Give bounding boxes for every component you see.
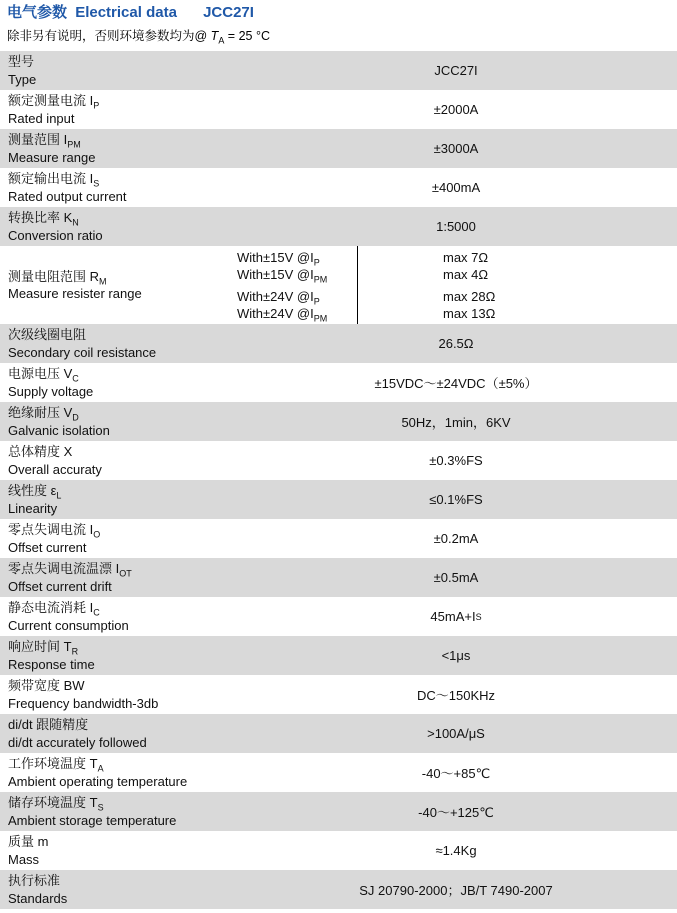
label-symbol-subscript: M xyxy=(99,276,107,287)
row-label-en: Secondary coil resistance xyxy=(8,344,157,360)
row-label xyxy=(0,831,235,870)
label-symbol-subscript: S xyxy=(97,802,104,813)
row-label xyxy=(0,792,235,831)
row-label-en: Offset current drift xyxy=(8,578,112,594)
table-row xyxy=(0,558,677,597)
table-row xyxy=(0,324,677,363)
row-label-zh: 测量电阻范围 $R_M$ xyxy=(8,268,107,287)
row-label xyxy=(0,90,235,129)
row-label-en: Response time xyxy=(8,656,95,672)
row-value: 26.5Ω xyxy=(438,336,474,351)
row-label-en: Linearity xyxy=(8,500,58,516)
row-value: ±2000A xyxy=(433,102,479,117)
row-label-zh: 零点失调电流温漂 $I_{OT}$ xyxy=(8,561,132,579)
row-label xyxy=(0,51,235,90)
row-value: DC～150KHz xyxy=(416,688,496,703)
row-label-en: di/dt accurately followed xyxy=(8,734,147,750)
row-value: -40～+125℃ xyxy=(418,805,494,820)
table-row xyxy=(0,168,677,207)
condition-label: With±15V $@I_{PM}$ xyxy=(237,266,328,285)
table-row xyxy=(0,480,677,519)
row-label-zh: 静态电流消耗 $I_C$ xyxy=(8,600,100,618)
conditions-note-value: = 25 °C xyxy=(224,29,270,43)
condition-value: max 13Ω xyxy=(443,305,496,321)
row-label-zh: 响应时间 $T_R$ xyxy=(8,639,79,657)
label-symbol-subscript: OT xyxy=(119,568,132,579)
row-label xyxy=(0,402,235,441)
row-label-zh: di/dt 跟随精度 xyxy=(8,717,89,732)
label-symbol-subscript: O xyxy=(93,529,101,540)
row-label xyxy=(0,753,235,792)
label-symbol-subscript: A xyxy=(97,763,104,774)
condition-subscript: P xyxy=(313,257,320,268)
row-label-en: Conversion ratio xyxy=(8,227,103,243)
row-value: ±3000A xyxy=(433,141,479,156)
row-label xyxy=(0,324,235,363)
table-row xyxy=(0,714,677,753)
row-label-zh: 额定测量电流 $I_P$ xyxy=(8,93,100,111)
table-row xyxy=(0,246,677,324)
table-row xyxy=(0,207,677,246)
temperature-symbol: T xyxy=(210,29,219,43)
row-value: <1μs xyxy=(441,648,471,663)
row-label-en: Rated output current xyxy=(8,188,127,204)
row-label xyxy=(0,363,235,402)
table-row xyxy=(0,675,677,714)
row-label-en: Measure range xyxy=(8,149,96,165)
row-label-en: Frequency bandwidth-3db xyxy=(8,695,159,711)
spec-table xyxy=(0,51,677,909)
table-row xyxy=(0,51,677,90)
row-label xyxy=(0,129,235,168)
row-label xyxy=(0,168,235,207)
row-label xyxy=(0,597,235,636)
row-label-en: Current consumption xyxy=(8,617,129,633)
row-label-zh: 执行标准 xyxy=(8,873,61,888)
row-label xyxy=(0,870,235,909)
row-label-en: Type xyxy=(8,71,37,87)
row-value: ±15VDC～±24VDC（±5%） xyxy=(374,376,538,391)
row-value: 50Hz，1min，6KV xyxy=(401,415,511,430)
row-label-en: Overall accuraty xyxy=(8,461,102,477)
title-model-number: JCC27I xyxy=(203,4,254,21)
row-label-en: Supply voltage xyxy=(8,383,94,399)
label-symbol-subscript: R xyxy=(71,646,79,657)
row-label-zh: 零点失调电流 $I_O$ xyxy=(8,522,101,540)
row-label-zh: 工作环境温度 $T_A$ xyxy=(8,756,104,774)
conditions-note-text: 除非另有说明，否则环境参数均为@ xyxy=(7,29,211,43)
label-symbol-subscript: PM xyxy=(67,139,81,150)
row-label-en: Mass xyxy=(8,851,40,867)
row-value: 1:5000 xyxy=(436,219,476,234)
label-symbol-subscript: P xyxy=(93,100,100,111)
row-label-zh: 质量 m xyxy=(8,834,49,849)
row-value: ±0.5mA xyxy=(433,570,479,585)
table-row xyxy=(0,402,677,441)
row-label xyxy=(0,714,235,753)
row-value: >100A/μS xyxy=(427,726,485,741)
row-label xyxy=(0,207,235,246)
temperature-symbol-subscript: A xyxy=(218,35,225,46)
row-value: ≈1.4Kg xyxy=(435,843,477,858)
row-label-zh: 次级线圈电阻 xyxy=(8,327,87,342)
table-row xyxy=(0,597,677,636)
row-label xyxy=(0,675,235,714)
label-symbol-subscript: S xyxy=(93,178,100,189)
row-value: JCC27I xyxy=(434,63,478,78)
row-label-en: Offset current xyxy=(8,539,87,555)
title-english: Electrical data xyxy=(75,4,177,21)
row-condition-values xyxy=(358,246,677,324)
table-row xyxy=(0,792,677,831)
label-symbol-subscript: D xyxy=(72,412,79,423)
table-row xyxy=(0,129,677,168)
conditions-note xyxy=(0,28,677,44)
condition-subscript: PM xyxy=(313,274,328,285)
condition-label: With±24V $@I_{PM}$ xyxy=(237,305,328,324)
row-label-zh: 测量范围 $I_{PM}$ xyxy=(8,132,81,150)
table-row xyxy=(0,441,677,480)
row-label xyxy=(0,441,235,480)
row-label-zh: 绝缘耐压 $V_D$ xyxy=(8,405,79,423)
row-label xyxy=(0,246,235,324)
label-symbol-subscript: L xyxy=(56,490,62,501)
row-value: 45mA+I S xyxy=(430,609,482,624)
condition-label: With±15V $@I_P$ xyxy=(237,249,320,268)
table-row xyxy=(0,636,677,675)
row-label-en: Galvanic isolation xyxy=(8,422,110,438)
row-value: -40～+85℃ xyxy=(421,766,491,781)
row-label-zh: 总体精度 X xyxy=(8,444,73,459)
row-value: ±400mA xyxy=(431,180,481,195)
row-label-zh: 转换比率 $K_N$ xyxy=(8,210,79,228)
page-title xyxy=(0,3,677,23)
row-value: SJ 20790-2000；JB/T 7490-2007 xyxy=(359,883,553,898)
row-value: ±0.2mA xyxy=(433,531,479,546)
row-label-en: Measure resister range xyxy=(8,286,142,301)
condition-subscript: P xyxy=(313,296,320,307)
label-symbol-subscript: C xyxy=(72,373,79,384)
row-label-en: Ambient storage temperature xyxy=(8,812,177,828)
row-label-en: Ambient operating temperature xyxy=(8,773,188,789)
row-value: ≤0.1%FS xyxy=(429,492,483,507)
condition-subscript: PM xyxy=(313,313,328,324)
title-chinese: 电气参数 xyxy=(7,4,68,21)
row-label-zh: 线性度 $\varepsilon_L$ xyxy=(8,483,62,501)
condition-label: With±24V $@I_P$ xyxy=(237,288,320,307)
table-row xyxy=(0,831,677,870)
row-label-zh: 频带宽度 BW xyxy=(8,678,85,693)
row-label xyxy=(0,519,235,558)
table-row xyxy=(0,753,677,792)
row-label xyxy=(0,558,235,597)
row-conditions xyxy=(235,246,357,324)
label-symbol-subscript: C xyxy=(93,607,100,618)
table-row xyxy=(0,90,677,129)
row-label-zh: 额定输出电流 $I_S$ xyxy=(8,171,100,189)
row-label-en: Standards xyxy=(8,890,68,906)
condition-value: max 7Ω xyxy=(443,249,489,265)
table-row xyxy=(0,363,677,402)
table-row xyxy=(0,870,677,909)
row-label-zh: 储存环境温度 $T_S$ xyxy=(8,795,104,813)
row-label-en: Rated input xyxy=(8,110,75,126)
row-value: ±0.3%FS xyxy=(429,453,483,468)
condition-value: max 4Ω xyxy=(443,266,489,282)
row-label-zh: 电源电压 $V_C$ xyxy=(8,366,79,384)
table-row xyxy=(0,519,677,558)
label-symbol-subscript: N xyxy=(72,217,79,228)
row-label xyxy=(0,480,235,519)
row-label xyxy=(0,636,235,675)
condition-value: max 28Ω xyxy=(443,288,496,304)
row-label-zh: 型号 xyxy=(8,54,35,69)
